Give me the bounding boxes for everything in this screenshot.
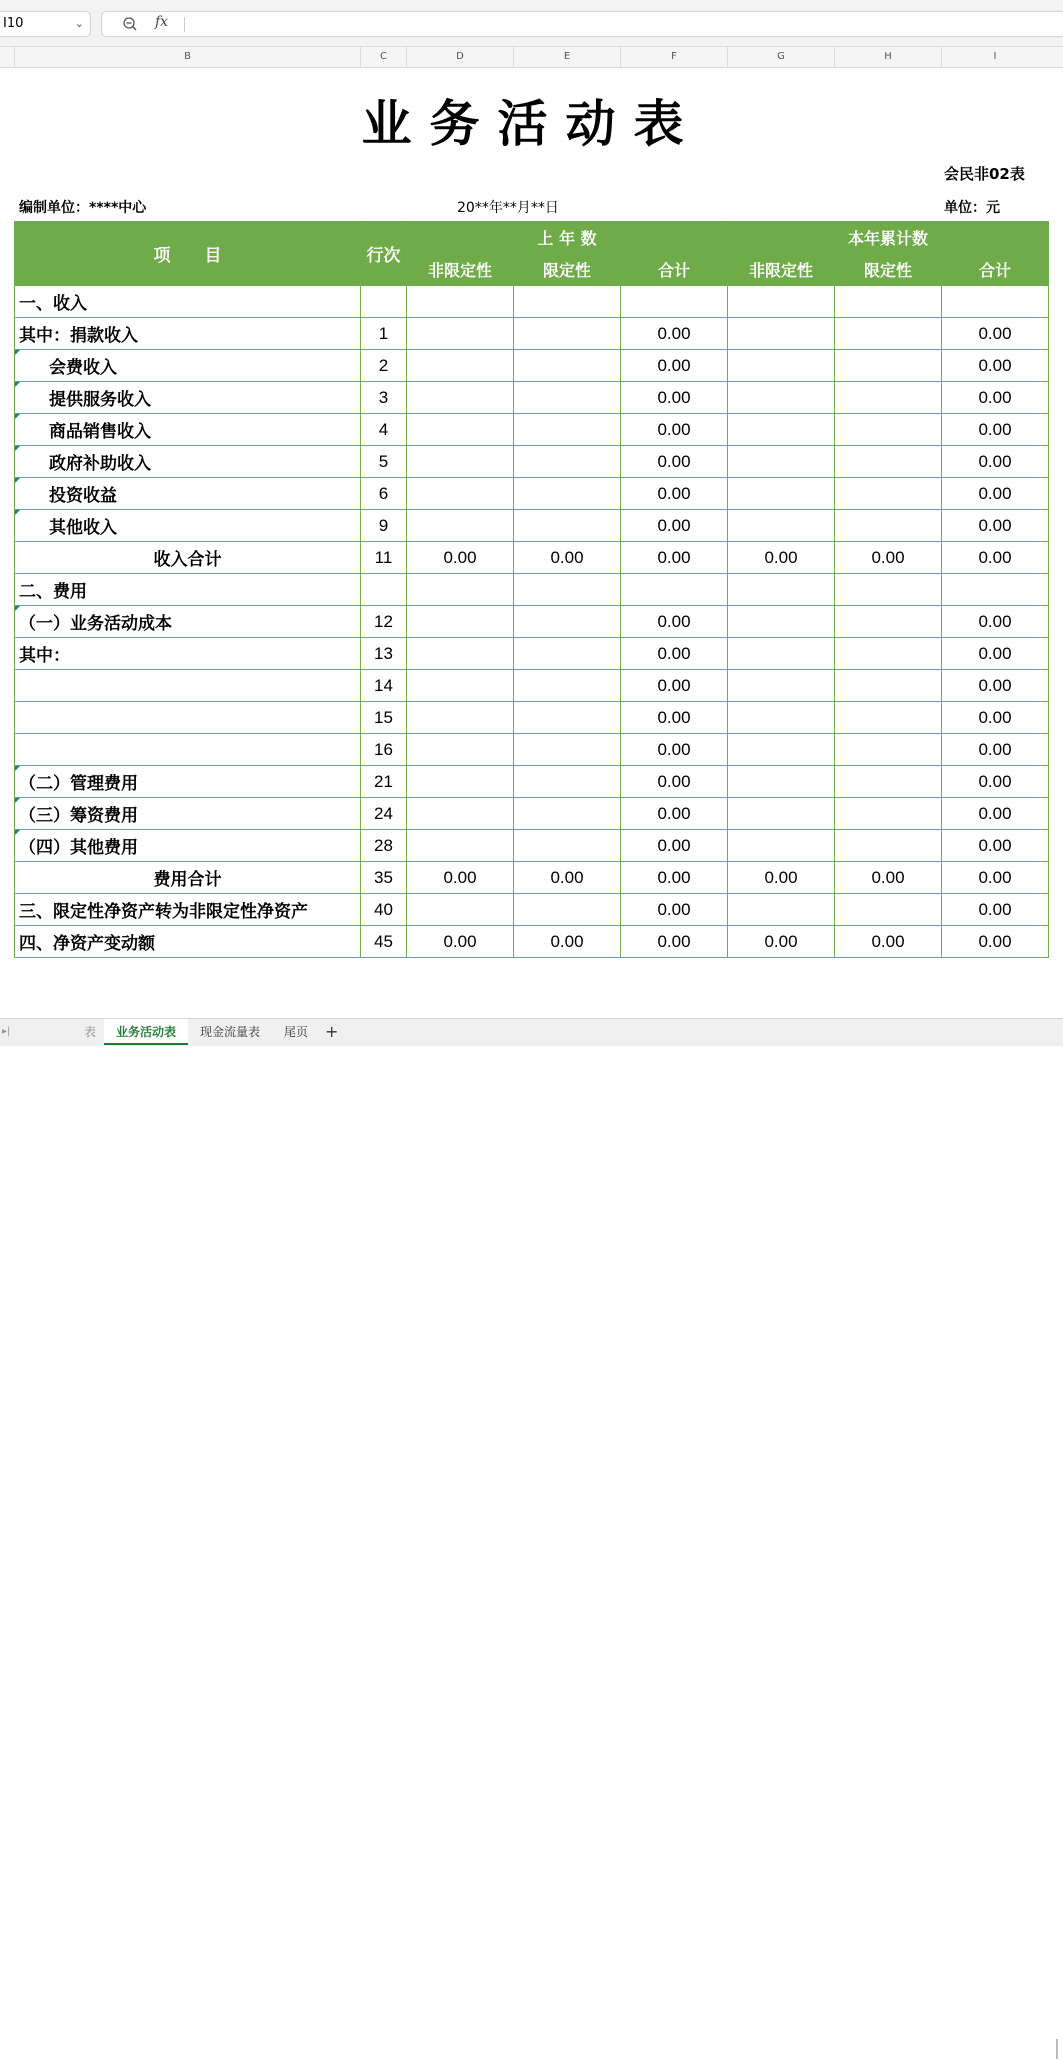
table-row: [15, 830, 1049, 862]
formula-divider: [184, 17, 185, 32]
cell-prior-total[interactable]: 0.00: [621, 830, 728, 862]
cell-current-unrestricted[interactable]: [728, 414, 835, 446]
cell-current-unrestricted[interactable]: [728, 766, 835, 798]
header-current-restricted[interactable]: 限定性: [835, 254, 942, 286]
cell-prior-total[interactable]: 0.00: [621, 382, 728, 414]
cell-current-restricted[interactable]: [835, 446, 942, 478]
cell-current-restricted[interactable]: [835, 574, 942, 606]
cell-current-total[interactable]: 0.00: [942, 510, 1049, 542]
cell-prior-restricted[interactable]: [514, 766, 621, 798]
cell-prior-unrestricted[interactable]: [407, 638, 514, 670]
tab-last-page[interactable]: 尾页: [284, 1025, 309, 1039]
table-row: [15, 574, 1049, 606]
zoom-icon[interactable]: [122, 16, 138, 32]
form-number: 会民非02表: [944, 165, 1025, 183]
cell-current-unrestricted[interactable]: [728, 446, 835, 478]
cell-line-no[interactable]: [361, 286, 407, 318]
header-prior-restricted[interactable]: 限定性: [514, 254, 621, 286]
cell-line-no[interactable]: 21: [361, 766, 407, 798]
cell-current-unrestricted[interactable]: [728, 510, 835, 542]
cell-prior-unrestricted[interactable]: [407, 350, 514, 382]
cell-item[interactable]: 三、限定性净资产转为非限定性净资产: [15, 894, 361, 926]
cell-current-unrestricted[interactable]: [728, 670, 835, 702]
cell-current-unrestricted[interactable]: [728, 350, 835, 382]
cell-prior-unrestricted[interactable]: [407, 894, 514, 926]
header-prior-unrestricted[interactable]: 非限定性: [407, 254, 514, 286]
cell-current-total[interactable]: 0.00: [942, 926, 1049, 958]
chevron-down-icon[interactable]: ⌄: [74, 17, 84, 30]
cell-current-restricted[interactable]: [835, 734, 942, 766]
column-header-g[interactable]: G: [727, 47, 834, 67]
cell-current-restricted[interactable]: [835, 894, 942, 926]
cell-prior-restricted[interactable]: [514, 510, 621, 542]
cell-current-restricted[interactable]: 0.00: [835, 926, 942, 958]
cell-item[interactable]: 投资收益: [15, 478, 361, 510]
cell-prior-unrestricted[interactable]: [407, 574, 514, 606]
cell-line-no[interactable]: 16: [361, 734, 407, 766]
cell-item[interactable]: 一、收入: [15, 286, 361, 318]
cell-line-no[interactable]: 6: [361, 478, 407, 510]
cell-current-total[interactable]: 0.00: [942, 766, 1049, 798]
cell-prior-restricted[interactable]: [514, 798, 621, 830]
table-row: [15, 606, 1049, 638]
cell-prior-total[interactable]: 0.00: [621, 702, 728, 734]
table-row: [15, 638, 1049, 670]
column-header-c[interactable]: C: [360, 47, 406, 67]
report-title: 业务活动表: [361, 94, 702, 153]
cell-prior-unrestricted[interactable]: [407, 702, 514, 734]
column-header-f[interactable]: F: [620, 47, 727, 67]
cell-prior-restricted[interactable]: [514, 414, 621, 446]
cell-prior-restricted[interactable]: [514, 446, 621, 478]
cell-current-unrestricted[interactable]: [728, 478, 835, 510]
cell-current-total[interactable]: 0.00: [942, 798, 1049, 830]
cell-prior-total[interactable]: [621, 574, 728, 606]
column-header-e[interactable]: E: [513, 47, 620, 67]
cell-current-total[interactable]: 0.00: [942, 478, 1049, 510]
cell-prior-total[interactable]: 0.00: [621, 638, 728, 670]
cell-current-total[interactable]: 0.00: [942, 446, 1049, 478]
cell-line-no[interactable]: 3: [361, 382, 407, 414]
table-row: [15, 382, 1049, 414]
formula-input[interactable]: [101, 11, 1063, 37]
cell-item[interactable]: [15, 670, 361, 702]
cell-current-total[interactable]: [942, 286, 1049, 318]
cell-prior-unrestricted[interactable]: 0.00: [407, 862, 514, 894]
cell-current-total[interactable]: 0.00: [942, 862, 1049, 894]
org-label: 编制单位：****中心: [19, 200, 147, 216]
cell-current-restricted[interactable]: [835, 702, 942, 734]
cell-line-no[interactable]: 24: [361, 798, 407, 830]
cell-prior-restricted[interactable]: [514, 670, 621, 702]
cell-current-unrestricted[interactable]: [728, 382, 835, 414]
cell-prior-total[interactable]: 0.00: [621, 734, 728, 766]
cell-current-restricted[interactable]: [835, 350, 942, 382]
cell-item[interactable]: 二、费用: [15, 574, 361, 606]
header-prior-total[interactable]: 合计: [621, 254, 728, 286]
cell-prior-total[interactable]: 0.00: [621, 446, 728, 478]
cell-current-total[interactable]: 0.00: [942, 734, 1049, 766]
header-current-unrestricted[interactable]: 非限定性: [728, 254, 835, 286]
cell-prior-total[interactable]: 0.00: [621, 798, 728, 830]
cell-line-no[interactable]: [361, 574, 407, 606]
cell-line-no[interactable]: 14: [361, 670, 407, 702]
cell-prior-restricted[interactable]: 0.00: [514, 862, 621, 894]
tab-scroll-left-icon[interactable]: ▸|: [2, 1026, 11, 1037]
cell-prior-unrestricted[interactable]: [407, 382, 514, 414]
table-row: [15, 286, 1049, 318]
cell-current-restricted[interactable]: [835, 382, 942, 414]
cell-current-unrestricted[interactable]: [728, 894, 835, 926]
cell-current-restricted[interactable]: 0.00: [835, 862, 942, 894]
cell-current-total[interactable]: 0.00: [942, 382, 1049, 414]
report-body: [15, 286, 1049, 958]
cell-current-restricted[interactable]: [835, 318, 942, 350]
cell-item[interactable]: [15, 702, 361, 734]
cell-prior-unrestricted[interactable]: [407, 478, 514, 510]
table-row: [15, 542, 1049, 574]
cell-current-restricted[interactable]: [835, 638, 942, 670]
cell-item[interactable]: 提供服务收入: [15, 382, 361, 414]
cell-item[interactable]: （三）筹资费用: [15, 798, 361, 830]
cell-prior-unrestricted[interactable]: [407, 510, 514, 542]
table-row: [15, 798, 1049, 830]
cell-current-total[interactable]: 0.00: [942, 414, 1049, 446]
cell-current-unrestricted[interactable]: 0.00: [728, 862, 835, 894]
cell-current-restricted[interactable]: [835, 414, 942, 446]
header-prior-year[interactable]: 上 年 数: [407, 222, 728, 254]
cell-prior-restricted[interactable]: [514, 318, 621, 350]
cell-prior-unrestricted[interactable]: [407, 446, 514, 478]
cell-current-unrestricted[interactable]: [728, 318, 835, 350]
cell-current-unrestricted[interactable]: [728, 638, 835, 670]
cell-item[interactable]: （四）其他费用: [15, 830, 361, 862]
cell-item[interactable]: （一）业务活动成本: [15, 606, 361, 638]
cell-prior-total[interactable]: 0.00: [621, 862, 728, 894]
cell-item[interactable]: 其中：: [15, 638, 361, 670]
cell-item[interactable]: 商品销售收入: [15, 414, 361, 446]
tab-cash-flow[interactable]: 现金流量表: [200, 1025, 261, 1039]
header-item[interactable]: 项 目: [15, 222, 361, 286]
cell-prior-total[interactable]: [621, 286, 728, 318]
cell-current-total[interactable]: 0.00: [942, 638, 1049, 670]
cell-prior-total[interactable]: 0.00: [621, 606, 728, 638]
cell-prior-total[interactable]: 0.00: [621, 670, 728, 702]
cell-current-total[interactable]: 0.00: [942, 670, 1049, 702]
table-row: [15, 318, 1049, 350]
name-box[interactable]: [0, 11, 91, 37]
table-row: [15, 894, 1049, 926]
cell-prior-unrestricted[interactable]: [407, 414, 514, 446]
cell-prior-unrestricted[interactable]: [407, 734, 514, 766]
cell-current-restricted[interactable]: [835, 766, 942, 798]
cell-prior-restricted[interactable]: [514, 638, 621, 670]
cell-current-restricted[interactable]: [835, 510, 942, 542]
table-row: [15, 862, 1049, 894]
cell-prior-unrestricted[interactable]: [407, 606, 514, 638]
cell-prior-total[interactable]: 0.00: [621, 894, 728, 926]
cell-current-unrestricted[interactable]: [728, 734, 835, 766]
cell-line-no[interactable]: 2: [361, 350, 407, 382]
cell-line-no[interactable]: 5: [361, 446, 407, 478]
cell-prior-total[interactable]: 0.00: [621, 414, 728, 446]
cell-line-no[interactable]: 4: [361, 414, 407, 446]
header-current-total[interactable]: 合计: [942, 254, 1049, 286]
cell-prior-restricted[interactable]: [514, 350, 621, 382]
cell-prior-restricted[interactable]: [514, 734, 621, 766]
header-current-cumulative[interactable]: 本年累计数: [728, 222, 1049, 254]
cell-current-restricted[interactable]: [835, 830, 942, 862]
cell-current-restricted[interactable]: [835, 286, 942, 318]
table-row: [15, 926, 1049, 958]
cell-prior-restricted[interactable]: [514, 286, 621, 318]
cell-line-no[interactable]: 1: [361, 318, 407, 350]
cell-current-restricted[interactable]: [835, 798, 942, 830]
cell-current-restricted[interactable]: [835, 670, 942, 702]
header-line-no[interactable]: 行次: [361, 222, 407, 286]
cell-current-total[interactable]: 0.00: [942, 542, 1049, 574]
cell-item[interactable]: （二）管理费用: [15, 766, 361, 798]
report-table: [14, 221, 1049, 958]
cell-prior-unrestricted[interactable]: [407, 798, 514, 830]
cell-current-total[interactable]: 0.00: [942, 894, 1049, 926]
cell-current-total[interactable]: 0.00: [942, 830, 1049, 862]
tab-previous-sheet[interactable]: 表: [84, 1025, 97, 1039]
cell-line-no[interactable]: 13: [361, 638, 407, 670]
unit-label: 单位：元: [944, 200, 1000, 216]
cell-prior-restricted[interactable]: [514, 606, 621, 638]
cell-current-unrestricted[interactable]: 0.00: [728, 926, 835, 958]
cell-item[interactable]: 四、净资产变动额: [15, 926, 361, 958]
table-row: [15, 478, 1049, 510]
scrollbar[interactable]: [1056, 2039, 1058, 2059]
table-row: [15, 510, 1049, 542]
cell-prior-total[interactable]: 0.00: [621, 926, 728, 958]
cell-line-no[interactable]: 12: [361, 606, 407, 638]
cell-current-total[interactable]: 0.00: [942, 318, 1049, 350]
cell-prior-unrestricted[interactable]: 0.00: [407, 542, 514, 574]
cell-line-no[interactable]: 45: [361, 926, 407, 958]
cell-current-restricted[interactable]: [835, 478, 942, 510]
column-header-d[interactable]: D: [406, 47, 513, 67]
cell-prior-restricted[interactable]: [514, 702, 621, 734]
name-box-value: I10: [3, 16, 24, 31]
cell-line-no[interactable]: 35: [361, 862, 407, 894]
table-row: [15, 670, 1049, 702]
cell-prior-restricted[interactable]: [514, 894, 621, 926]
add-sheet-icon[interactable]: +: [325, 1022, 339, 1041]
cell-line-no[interactable]: 11: [361, 542, 407, 574]
cell-current-unrestricted[interactable]: [728, 574, 835, 606]
column-header-h[interactable]: H: [834, 47, 941, 67]
cell-prior-restricted[interactable]: [514, 478, 621, 510]
table-row: [15, 766, 1049, 798]
cell-prior-restricted[interactable]: [514, 574, 621, 606]
cell-current-unrestricted[interactable]: [728, 830, 835, 862]
cell-item[interactable]: 政府补助收入: [15, 446, 361, 478]
cell-item[interactable]: 费用合计: [15, 862, 361, 894]
cell-item[interactable]: 会费收入: [15, 350, 361, 382]
cell-prior-total[interactable]: 0.00: [621, 510, 728, 542]
cell-prior-total[interactable]: 0.00: [621, 766, 728, 798]
cell-prior-unrestricted[interactable]: [407, 830, 514, 862]
cell-prior-restricted[interactable]: 0.00: [514, 926, 621, 958]
cell-prior-unrestricted[interactable]: [407, 766, 514, 798]
cell-current-restricted[interactable]: 0.00: [835, 542, 942, 574]
cell-prior-total[interactable]: 0.00: [621, 478, 728, 510]
sheet-tab-bar: [0, 1018, 1063, 1046]
cell-prior-unrestricted[interactable]: 0.00: [407, 926, 514, 958]
table-row: [15, 350, 1049, 382]
cell-current-restricted[interactable]: [835, 606, 942, 638]
cell-prior-restricted[interactable]: 0.00: [514, 542, 621, 574]
cell-current-unrestricted[interactable]: [728, 798, 835, 830]
column-header-i[interactable]: I: [941, 47, 1048, 67]
function-icon[interactable]: fx: [155, 14, 169, 30]
cell-prior-restricted[interactable]: [514, 830, 621, 862]
cell-prior-unrestricted[interactable]: [407, 286, 514, 318]
column-header-bar: [0, 47, 1063, 68]
cell-current-unrestricted[interactable]: [728, 702, 835, 734]
table-row: [15, 702, 1049, 734]
tab-business-activity[interactable]: 业务活动表: [104, 1019, 188, 1045]
cell-item[interactable]: 收入合计: [15, 542, 361, 574]
cell-current-unrestricted[interactable]: [728, 286, 835, 318]
cell-prior-restricted[interactable]: [514, 382, 621, 414]
cell-prior-total[interactable]: 0.00: [621, 542, 728, 574]
formula-bar: [0, 0, 1063, 47]
cell-current-total[interactable]: 0.00: [942, 702, 1049, 734]
cell-current-total[interactable]: 0.00: [942, 606, 1049, 638]
cell-prior-unrestricted[interactable]: [407, 670, 514, 702]
table-row: [15, 734, 1049, 766]
cell-current-unrestricted[interactable]: 0.00: [728, 542, 835, 574]
table-row: [15, 414, 1049, 446]
cell-prior-unrestricted[interactable]: [407, 318, 514, 350]
cell-current-total[interactable]: 0.00: [942, 350, 1049, 382]
cell-line-no[interactable]: 9: [361, 510, 407, 542]
cell-item[interactable]: 其中：捐款收入: [15, 318, 361, 350]
cell-prior-total[interactable]: 0.00: [621, 350, 728, 382]
cell-line-no[interactable]: 28: [361, 830, 407, 862]
cell-current-total[interactable]: [942, 574, 1049, 606]
cell-current-unrestricted[interactable]: [728, 606, 835, 638]
cell-line-no[interactable]: 15: [361, 702, 407, 734]
date-label: 20**年**月**日: [457, 200, 559, 216]
column-header-b[interactable]: B: [14, 47, 360, 67]
cell-item[interactable]: 其他收入: [15, 510, 361, 542]
cell-line-no[interactable]: 40: [361, 894, 407, 926]
cell-item[interactable]: [15, 734, 361, 766]
table-row: [15, 446, 1049, 478]
cell-prior-total[interactable]: 0.00: [621, 318, 728, 350]
